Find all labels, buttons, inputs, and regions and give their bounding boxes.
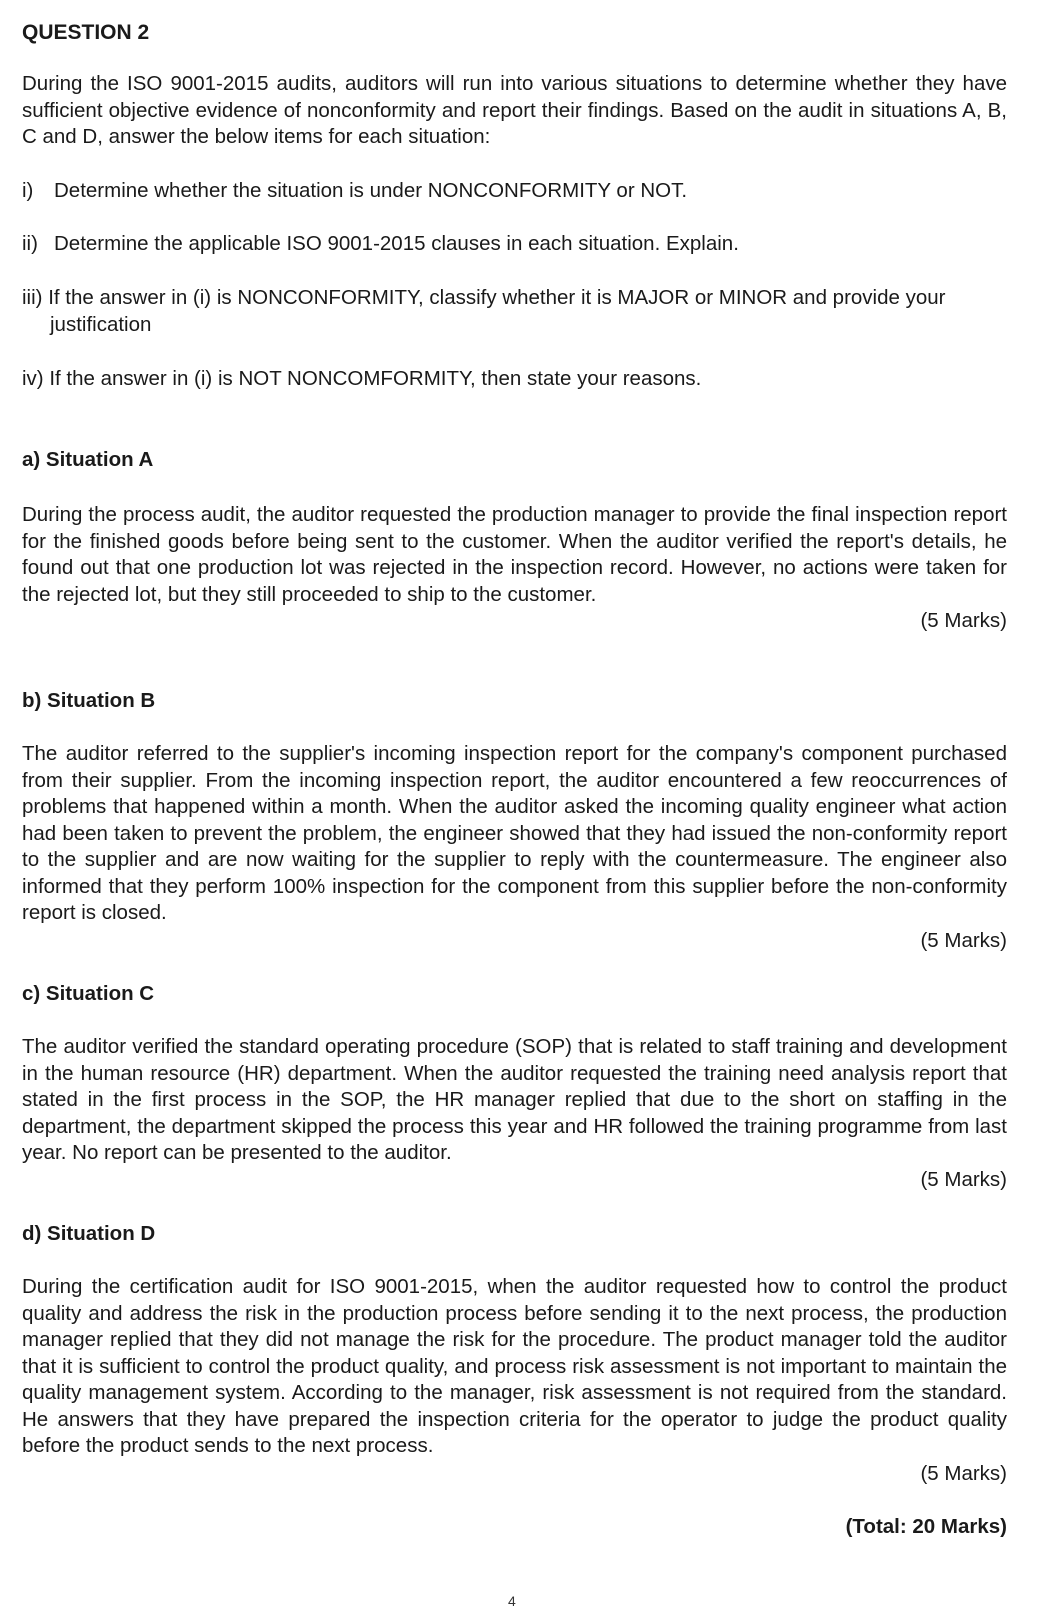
item-text: Determine whether the situation is under NONCONFORMITY or NOT. <box>54 179 688 202</box>
item-number: ii) <box>22 232 38 255</box>
instruction-item-2 <box>22 231 1007 258</box>
situation-c-marks: (5 Marks) <box>920 1168 1007 1191</box>
situation-d-title: d) Situation D <box>22 1222 156 1245</box>
item-text: If the answer in (i) is NONCONFORMITY, classify whether it is MAJOR or MINOR and provide your justification <box>48 286 946 336</box>
item-number: i) <box>22 179 34 202</box>
total-marks: (Total: 20 Marks) <box>845 1515 1007 1538</box>
situation-d-marks: (5 Marks) <box>920 1462 1007 1485</box>
situation-d-text: During the certification audit for ISO 9001-2015, when the auditor requested how to control the product quality and address the risk in the production process before sending it to the next process, the production manager replied that they did not manage the risk for the procedure. The product manager told the auditor that it is sufficient to control the product quality, and process risk assessment is not important to maintain the quality management system. According to the manager, risk assessment is not required from the standard. He answers that they have prepared the inspection criteria for the operator to judge the product quality before the product sends to the next process. <box>22 1275 1007 1457</box>
situation-b-marks: (5 Marks) <box>920 929 1007 952</box>
instruction-item-1 <box>22 178 1007 205</box>
instruction-item-4 <box>22 366 1007 393</box>
item-number: iii) <box>22 286 43 309</box>
item-text: If the answer in (i) is NOT NONCOMFORMITY, then state your reasons. <box>49 367 702 390</box>
instruction-item-3 <box>22 285 1007 338</box>
intro-paragraph: During the ISO 9001-2015 audits, auditors will run into various situations to determine whether they have sufficient objective evidence of nonconformity and report their findings. Based on the audit in situations A, B, C and D, answer the below items for each situation: <box>22 72 1007 148</box>
situation-a-title: a) Situation A <box>22 448 154 471</box>
situation-c-title: c) Situation C <box>22 982 155 1005</box>
page-number: 4 <box>508 1593 516 1609</box>
situation-a-marks: (5 Marks) <box>920 609 1007 632</box>
situation-a-text: During the process audit, the auditor requested the production manager to provide the final inspection report for the finished goods before being sent to the customer. When the auditor verified the report's details, he found out that one production lot was rejected in the inspection record. However, no actions were taken for the rejected lot, but they still proceeded to ship to the customer. <box>22 503 1007 606</box>
situation-c-text: The auditor verified the standard operating procedure (SOP) that is related to staff training and development in the human resource (HR) department. When the auditor requested the training need analysis report that stated in the first process in the SOP, the HR manager replied that due to the short on staffing in the department, the department skipped the process this year and HR followed the training programme from last year. No report can be presented to the auditor. <box>22 1035 1007 1164</box>
situation-b-title: b) Situation B <box>22 689 156 712</box>
situation-b-text: The auditor referred to the supplier's incoming inspection report for the company's component purchased from their supplier. From the incoming inspection report, the auditor encountered a few reoccurrences of problems that happened within a month. When the auditor asked the incoming quality engineer what action had been taken to prevent the problem, the engineer showed that they had issued the non-conformity report to the supplier and are now waiting for the supplier to reply with the countermeasure. The engineer also informed that they perform 100% inspection for the component from this supplier before the non-conformity report is closed. <box>22 742 1007 924</box>
item-number: iv) <box>22 367 44 390</box>
question-title: QUESTION 2 <box>22 21 150 44</box>
item-text: Determine the applicable ISO 9001-2015 clauses in each situation. Explain. <box>54 232 739 255</box>
